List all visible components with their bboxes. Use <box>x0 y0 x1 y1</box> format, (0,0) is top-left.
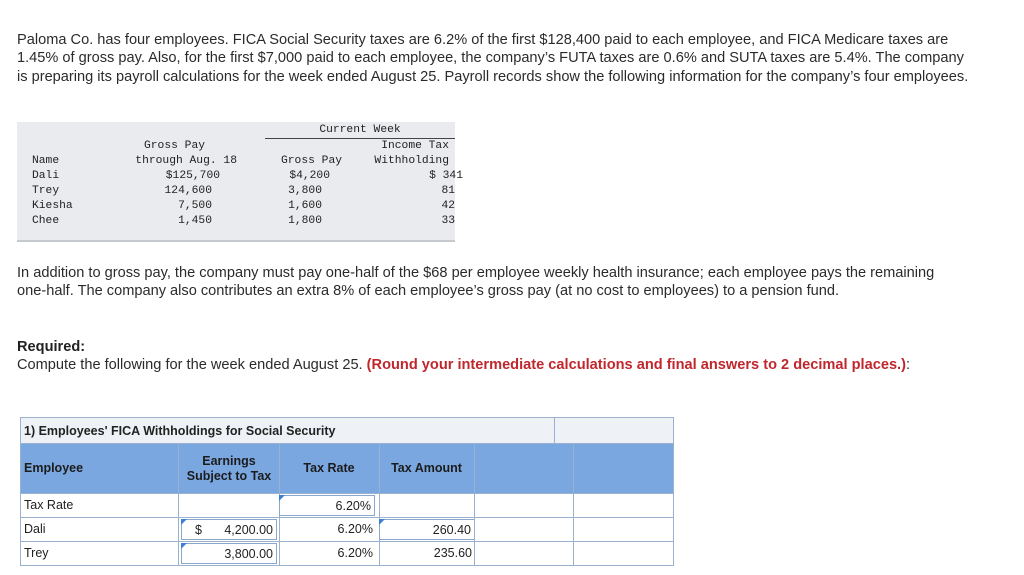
entry-flag-icon <box>181 543 187 549</box>
table-row <box>20 518 674 542</box>
earnings-input[interactable] <box>181 543 277 564</box>
income-tax-header-line2: Withholding <box>374 155 449 167</box>
tax-amount-value: 260.40 <box>432 523 471 537</box>
tax-amount-input[interactable] <box>379 519 475 540</box>
header-divider <box>573 444 574 493</box>
row-divider <box>573 518 574 541</box>
table-row-gross-through: 124,600 <box>164 185 212 197</box>
table-row-name: Kiesha <box>32 200 73 212</box>
header-divider <box>379 444 380 493</box>
tax-rate-input[interactable] <box>279 495 375 516</box>
row-divider <box>573 542 574 565</box>
tax-amount-value: 235.60 <box>433 546 472 560</box>
entry-flag-icon <box>379 519 385 525</box>
table-row-current-gross: 1,800 <box>288 215 322 227</box>
gross-pay-header-line2: through Aug. 18 <box>135 155 237 167</box>
row-label: Dali <box>24 522 46 536</box>
problem-intro: Paloma Co. has four employees. FICA Social Security taxes are 6.2% of the first $128,400 paid to each employee, and FICA Medicare taxes are 1.45% of gross pay. Also, for the first $7,000 paid to each employee, the company’s FUTA taxes are 0.6% and SUTA taxes are 5.4%. The company is preparing its payroll calculations for the week ended August 25. Payroll records show the following information for the company’s four employees. <box>17 32 969 85</box>
required-title: Required: <box>17 339 86 355</box>
table-row-gross-through: 1,450 <box>178 215 212 227</box>
tax-rate-value: 6.20% <box>335 499 371 513</box>
worksheet-header-row <box>20 443 674 494</box>
table-row <box>20 542 674 566</box>
tax-rate-value: 6.20% <box>337 546 373 560</box>
row-label: Tax Rate <box>24 498 74 512</box>
table-row-income-tax: $ 341 <box>429 170 463 182</box>
income-tax-header-line1: Income Tax <box>381 140 449 152</box>
row-label: Trey <box>24 546 49 560</box>
table-row-name: Dali <box>32 170 60 182</box>
earnings-value: 4,200.00 <box>224 523 273 537</box>
earnings-input[interactable] <box>181 519 277 540</box>
row-divider <box>178 518 179 541</box>
additional-info: In addition to gross pay, the company must pay one-half of the $68 per employee weekly health insurance; each employee pays the remaining one-half. The company also contributes an extra 8% of each employee’s gross pay (at no cost to employees) to a pension fund. <box>17 265 935 300</box>
table-row-current-gross: 1,600 <box>288 200 322 212</box>
table-row-gross-through: $125,700 <box>165 170 220 182</box>
title-divider <box>554 418 555 443</box>
row-divider <box>178 542 179 565</box>
table-row-income-tax: 33 <box>441 215 455 227</box>
earnings-header-line2: Subject to Tax <box>186 469 272 483</box>
table-row-gross-through: 7,500 <box>178 200 212 212</box>
worksheet-title: 1) Employees' FICA Withholdings for Social Security <box>24 424 336 438</box>
row-divider <box>474 542 475 565</box>
payroll-records-table <box>17 122 463 242</box>
table-row <box>20 494 674 518</box>
header-divider <box>178 444 179 493</box>
table-row-current-gross: $4,200 <box>289 170 330 182</box>
required-section <box>17 338 977 375</box>
table-row-current-gross: 3,800 <box>288 185 322 197</box>
required-instructions: Compute the following for the week ended August 25. <box>17 357 367 374</box>
required-colon: : <box>905 357 911 374</box>
tax-amount-column-header: Tax Amount <box>391 461 462 475</box>
entry-flag-icon <box>181 519 187 525</box>
current-week-header: Current Week <box>265 124 455 139</box>
current-gross-pay-header: Gross Pay <box>280 155 342 167</box>
worksheet-title-bar <box>20 417 674 444</box>
employee-column-header: Employee <box>24 461 84 475</box>
row-divider <box>379 494 380 517</box>
table-row-name: Chee <box>32 215 60 227</box>
entry-flag-icon <box>279 495 285 501</box>
row-divider <box>178 494 179 517</box>
row-divider <box>474 494 475 517</box>
table-row-income-tax: 81 <box>441 185 455 197</box>
rounding-note: (Round your intermediate calculations and final answers to 2 decimal places.) <box>366 357 906 374</box>
name-header: Name <box>32 155 60 167</box>
tax-rate-column-header: Tax Rate <box>303 461 355 475</box>
earnings-value: 3,800.00 <box>224 547 273 561</box>
tax-rate-value: 6.20% <box>337 522 373 536</box>
row-divider <box>474 518 475 541</box>
header-divider <box>474 444 475 493</box>
table-bottom-rule <box>17 240 455 242</box>
table-row-name: Trey <box>32 185 60 197</box>
table-row-income-tax: 42 <box>441 200 455 212</box>
earnings-header-line1: Earnings <box>202 454 256 468</box>
header-divider <box>279 444 280 493</box>
fica-social-security-worksheet <box>20 417 674 575</box>
currency-symbol: $ <box>195 523 202 537</box>
row-divider <box>573 494 574 517</box>
gross-pay-header-line1: Gross Pay <box>143 140 205 152</box>
